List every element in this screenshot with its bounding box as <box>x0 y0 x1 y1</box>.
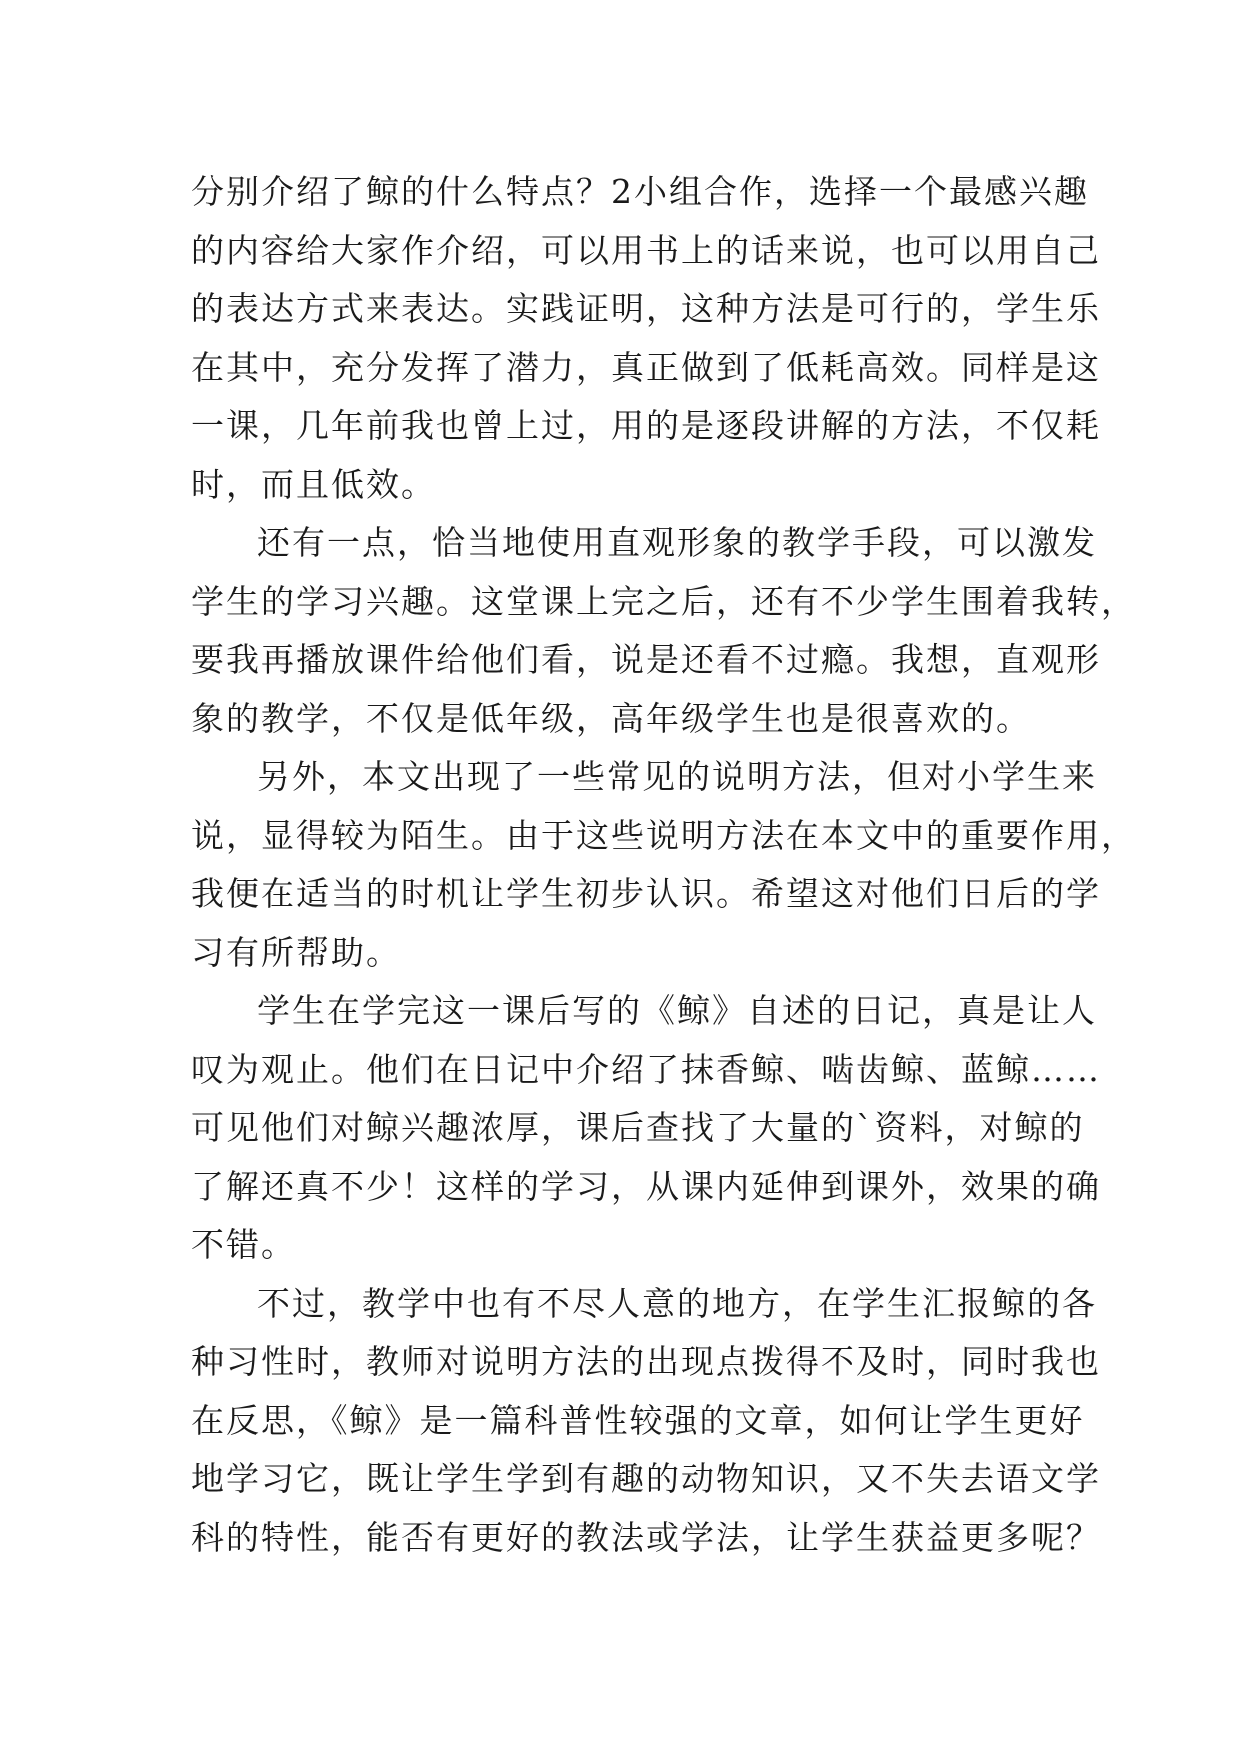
text-line: 种习性时，教师对说明方法的出现点拨得不及时，同时我也 <box>191 1342 1101 1381</box>
text-line: 学生在学完这一课后写的《鲸》自述的日记，真是让人 <box>257 991 1097 1030</box>
text-line: 说，显得较为陌生。由于这些说明方法在本文中的重要作用， <box>191 815 1136 855</box>
text-line: 另外，本文出现了一些常见的说明方法，但对小学生来 <box>257 757 1097 796</box>
text-line: 要我再播放课件给他们看，说是还看不过瘾。我想，直观形 <box>191 640 1101 679</box>
text-line: 在其中，充分发挥了潜力，真正做到了低耗高效。同样是这 <box>191 347 1101 387</box>
text-line: 我便在适当的时机让学生初步认识。希望这对他们日后的学 <box>191 874 1101 913</box>
text-line: 一课，几年前我也曾上过，用的是逐段讲解的方法，不仅耗 <box>191 406 1101 445</box>
text-line: 科的特性，能否有更好的教法或学法，让学生获益更多呢？ <box>191 1517 1101 1557</box>
text-line: 不错。 <box>191 1225 296 1264</box>
text-line: 习有所帮助。 <box>191 932 401 972</box>
text-line: 了解还真不少！这样的学习，从课内延伸到课外，效果的确 <box>191 1166 1101 1206</box>
text-line: 的内容给大家作介绍，可以用书上的话来说，也可以用自己 <box>191 230 1101 270</box>
document-body <box>191 163 1136 1567</box>
text-line: 还有一点，恰当地使用直观形象的教学手段，可以激发 <box>257 523 1097 562</box>
text-line: 象的教学，不仅是低年级，高年级学生也是很喜欢的。 <box>191 698 1031 738</box>
text-line: 时，而且低效。 <box>191 464 436 504</box>
text-line: 分别介绍了鲸的什么特点？2小组合作，选择一个最感兴趣 <box>191 172 1089 211</box>
text-line: 叹为观止。他们在日记中介绍了抹香鲸、啮齿鲸、蓝鲸…… <box>191 1049 1101 1089</box>
text-line: 可见他们对鲸兴趣浓厚，课后查找了大量的`资料，对鲸的 <box>191 1108 1085 1147</box>
text-line: 学生的学习兴趣。这堂课上完之后，还有不少学生围着我转， <box>191 581 1136 621</box>
text-line: 地学习它，既让学生学到有趣的动物知识，又不失去语文学 <box>191 1459 1101 1498</box>
text-line: 不过，教学中也有不尽人意的地方，在学生汇报鲸的各 <box>257 1283 1097 1323</box>
text-line: 的表达方式来表达。实践证明，这种方法是可行的，学生乐 <box>191 289 1101 328</box>
text-line: 在反思，《鲸》是一篇科普性较强的文章，如何让学生更好 <box>191 1400 1085 1440</box>
